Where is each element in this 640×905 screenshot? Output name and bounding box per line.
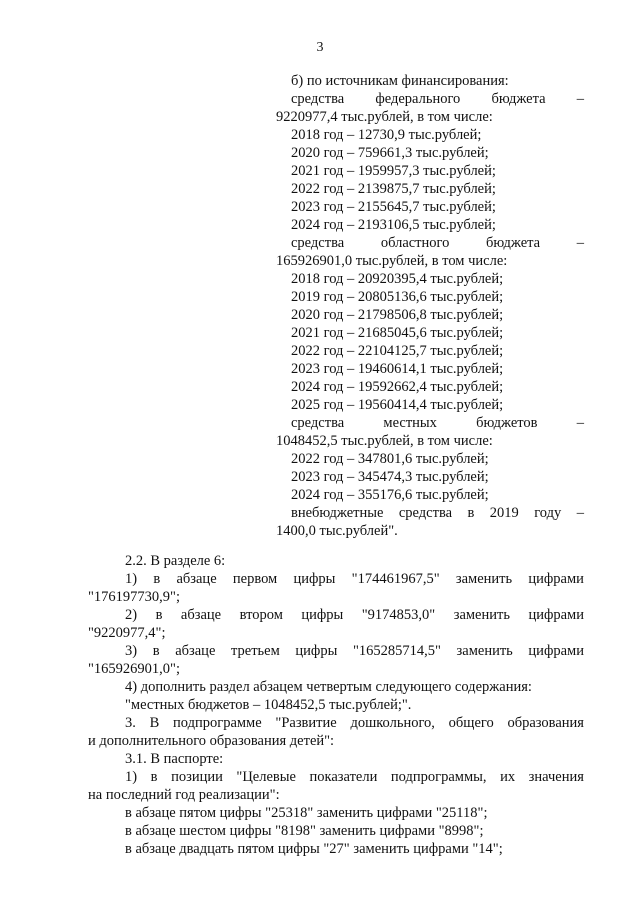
item-3-line: 3) в абзаце третьем цифры "165285714,5" заменить цифрами [125,643,584,659]
local-year: 2022 год – 347801,6 тыс.рублей; [291,451,489,467]
extrabudget-total: 1400,0 тыс.рублей". [276,523,398,539]
regional-year: 2019 год – 20805136,6 тыс.рублей; [291,289,504,305]
federal-year: 2018 год – 12730,9 тыс.рублей; [291,127,482,143]
item-1-line: 1) в абзаце первом цифры "174461967,5" заменить цифрами [125,571,584,587]
section-3-1-heading: 3.1. В паспорте: [125,751,224,767]
local-heading-line: средства местных бюджетов – [291,415,584,431]
federal-total: 9220977,4 тыс.рублей, в том числе: [276,109,493,125]
regional-year: 2018 год – 20920395,4 тыс.рублей; [291,271,504,287]
item-2-line: 2) в абзаце втором цифры "9174853,0" заменить цифрами [125,607,584,623]
replacement-line: в абзаце пятом цифры "25318" заменить цифрами "25118"; [125,805,488,821]
replacement-line: в абзаце двадцать пятом цифры "27" заменить цифрами "14"; [125,841,503,857]
replacement-line: в абзаце шестом цифры "8198" заменить цифрами "8998"; [125,823,484,839]
federal-year: 2022 год – 2139875,7 тыс.рублей; [291,181,496,197]
regional-year: 2020 год – 21798506,8 тыс.рублей; [291,307,504,323]
regional-year: 2022 год – 22104125,7 тыс.рублей; [291,343,504,359]
regional-heading-line: средства областного бюджета – [291,235,584,251]
section-3-1-item-1-line: 1) в позиции "Целевые показатели подпрограммы, их значения [125,769,584,785]
federal-year: 2020 год – 759661,3 тыс.рублей; [291,145,489,161]
regional-total: 165926901,0 тыс.рублей, в том числе: [276,253,508,269]
item-3-continuation: "165926901,0"; [88,661,180,677]
section-3-continuation: и дополнительного образования детей": [88,733,335,749]
regional-year: 2025 год – 19560414,4 тыс.рублей; [291,397,504,413]
local-year: 2023 год – 345474,3 тыс.рублей; [291,469,489,485]
item-4-quote: "местных бюджетов – 1048452,5 тыс.рублей;". [125,697,412,713]
section-3-1-item-1-continuation: на последний год реализации": [88,787,280,803]
item-1-continuation: "176197730,9"; [88,589,180,605]
federal-year: 2023 год – 2155645,7 тыс.рублей; [291,199,496,215]
page-number: 3 [316,40,324,55]
section-2-2-heading: 2.2. В разделе 6: [125,553,226,569]
regional-year: 2024 год – 19592662,4 тыс.рублей; [291,379,504,395]
federal-heading-line: средства федерального бюджета – [291,91,584,107]
section-3-line: 3. В подпрограмме "Развитие дошкольного, общего образования [125,715,584,731]
financing-heading: б) по источникам финансирования: [291,73,509,89]
local-total: 1048452,5 тыс.рублей, в том числе: [276,433,493,449]
item-2-continuation: "9220977,4"; [88,625,166,641]
regional-year: 2023 год – 19460614,1 тыс.рублей; [291,361,504,377]
federal-year: 2024 год – 2193106,5 тыс.рублей; [291,217,496,233]
local-year: 2024 год – 355176,6 тыс.рублей; [291,487,489,503]
federal-year: 2021 год – 1959957,3 тыс.рублей; [291,163,496,179]
item-4-line: 4) дополнить раздел абзацем четвертым следующего содержания: [125,679,532,695]
extrabudget-heading-line: внебюджетные средства в 2019 году – [291,505,584,521]
regional-year: 2021 год – 21685045,6 тыс.рублей; [291,325,504,341]
